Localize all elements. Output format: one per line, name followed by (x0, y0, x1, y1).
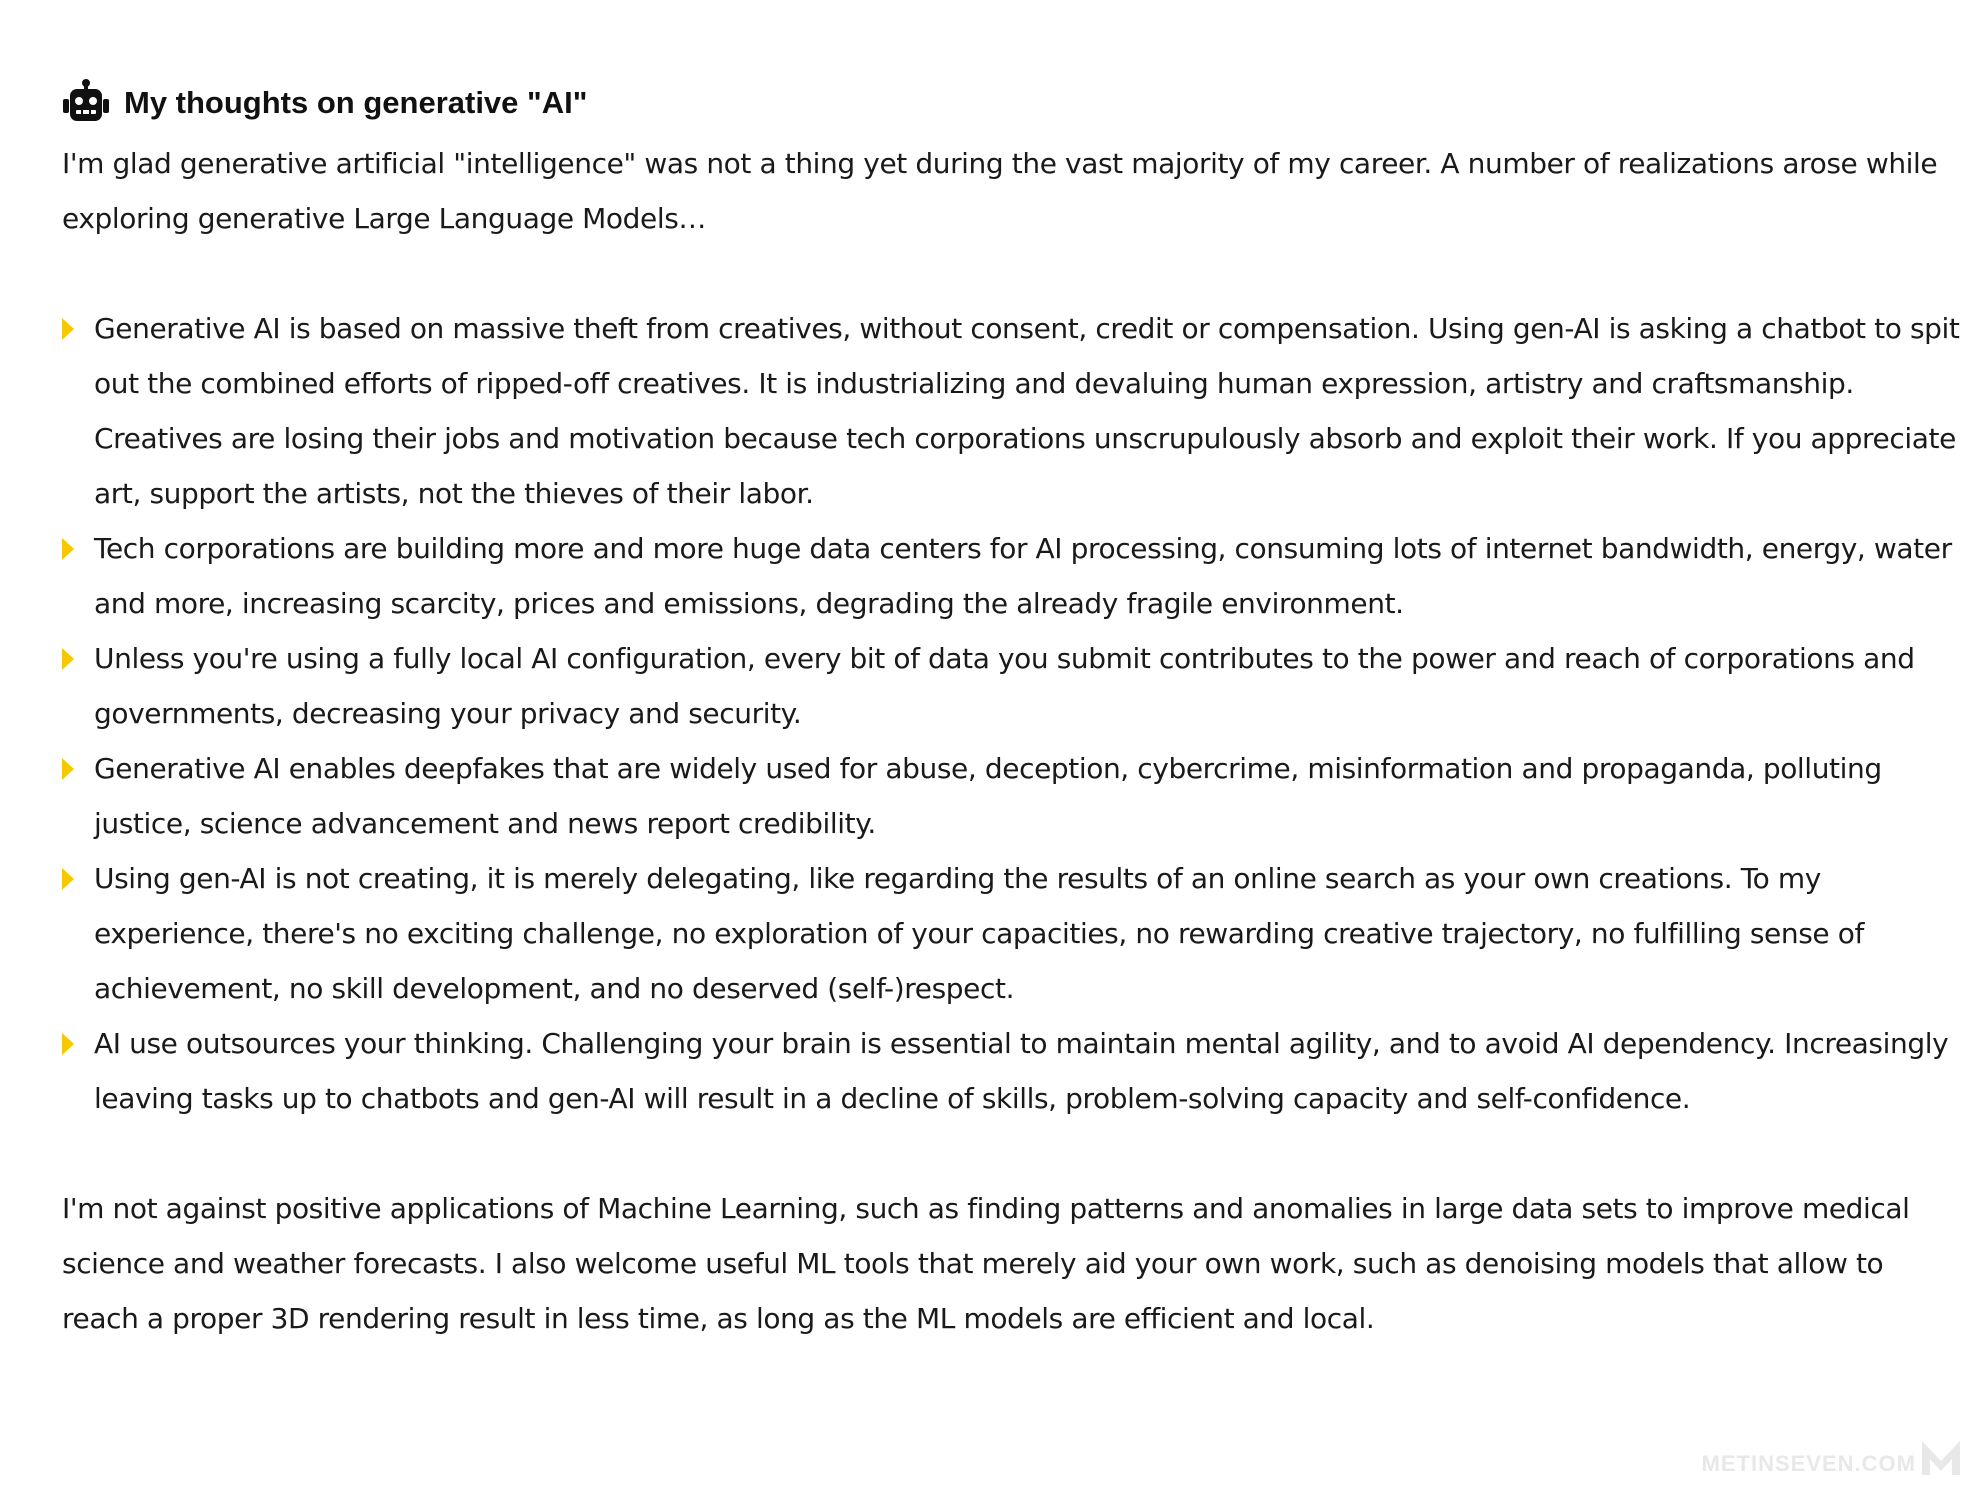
bullet-arrow-icon (62, 868, 74, 890)
watermark-text: METINSEVEN.COM (1701, 1451, 1916, 1476)
list-item-text: AI use outsources your thinking. Challenging your brain is essential to maintain mental agility, and to avoid AI dependency. Increasingly leaving tasks up to chatbots and gen-AI will result in a decline of skills, problem-solving capacity and self-confidence. (94, 1027, 1949, 1115)
bullet-arrow-icon (62, 1033, 74, 1055)
robot-icon (62, 79, 110, 127)
list-item (62, 301, 1962, 521)
list-item-text: Unless you're using a fully local AI configuration, every bit of data you submit contributes to the power and reach of corporations and governments, decreasing your privacy and security. (94, 642, 1915, 730)
bullet-arrow-icon (62, 648, 74, 670)
watermark (1702, 1437, 1962, 1477)
content-section (62, 76, 1962, 1346)
list-item (62, 741, 1962, 851)
section-heading (62, 76, 1962, 130)
list-item (62, 1016, 1962, 1126)
bullet-arrow-icon (62, 758, 74, 780)
bullet-arrow-icon (62, 318, 74, 340)
section-title: My thoughts on generative "AI" (124, 85, 588, 120)
list-item (62, 851, 1962, 1016)
list-item-text: Generative AI is based on massive theft from creatives, without consent, credit or compensation. Using gen-AI is asking a chatbot to spit out the combined efforts of ripped-off creatives. It is industrializing and devaluing human expression, artistry and craftsmanship. Creatives are losing their jobs and motivation because tech corporations unscrupulously absorb and exploit their work. If you appreciate art, support the artists, not the thieves of their labor. (94, 312, 1960, 510)
intro-paragraph: I'm glad generative artificial "intelligence" was not a thing yet during the vast majority of my career. A number of realizations arose while exploring generative Large Language Models… (62, 147, 1938, 235)
outro-paragraph: I'm not against positive applications of Machine Learning, such as finding patterns and anomalies in large data sets to improve medical science and weather forecasts. I also welcome useful ML tools that merely aid your own work, such as denoising models that allow to reach a proper 3D rendering result in less time, as long as the ML models are efficient and local. (62, 1192, 1910, 1335)
list-item-text: Tech corporations are building more and more huge data centers for AI processing, consuming lots of internet bandwidth, energy, water and more, increasing scarcity, prices and emissions, degrading the already fragile environment. (94, 532, 1952, 620)
list-item-text: Using gen-AI is not creating, it is merely delegating, like regarding the results of an online search as your own creations. To my experience, there's no exciting challenge, no exploration of your capacities, no rewarding creative trajectory, no fulfilling sense of achievement, no skill development, and no deserved (self-)respect. (94, 862, 1864, 1005)
list-item-text: Generative AI enables deepfakes that are widely used for abuse, deception, cybercrime, misinformation and propaganda, polluting justice, science advancement and news report credibility. (94, 752, 1882, 840)
bullet-arrow-icon (62, 538, 74, 560)
list-item (62, 521, 1962, 631)
thoughts-list (62, 301, 1962, 1126)
m-logo-icon (1920, 1437, 1962, 1477)
list-item (62, 631, 1962, 741)
